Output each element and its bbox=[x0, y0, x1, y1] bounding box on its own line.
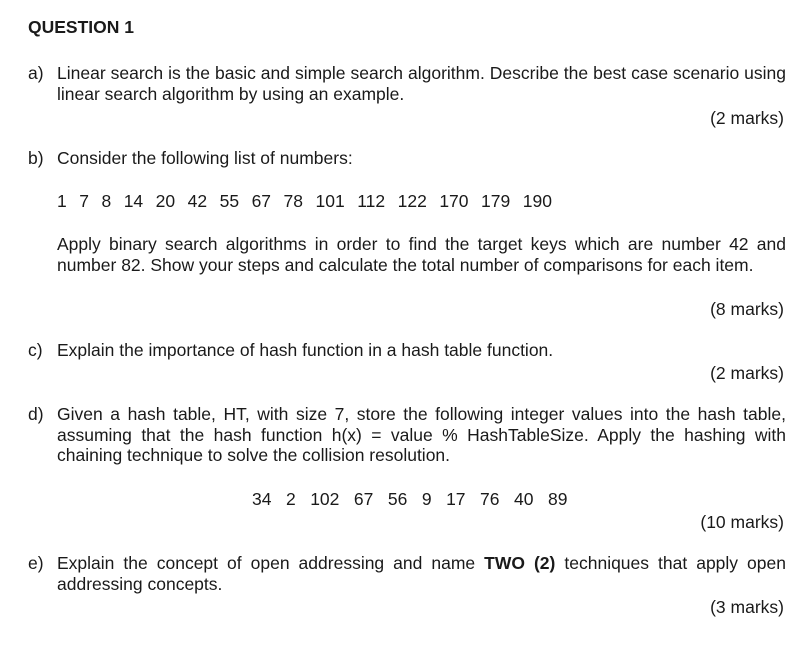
number-item: 170 bbox=[439, 191, 469, 211]
number-list bbox=[57, 191, 564, 212]
question-e-text-bold: TWO (2) bbox=[484, 553, 556, 573]
number-item: 112 bbox=[357, 191, 386, 211]
question-d-marks: (10 marks) bbox=[700, 512, 784, 532]
question-b-text: Apply binary search algorithms in order to find the target keys which are number 42 and number 82. Show your steps and calculate the total number of comparisons for each item. bbox=[57, 234, 786, 275]
question-b-intro: Consider the following list of numbers: bbox=[57, 148, 353, 168]
number-item: 20 bbox=[155, 191, 176, 211]
question-b-task bbox=[28, 234, 786, 275]
question-b bbox=[28, 148, 786, 169]
question-c-text: Explain the importance of hash function in a hash table function. bbox=[57, 340, 554, 360]
question-c-marks: (2 marks) bbox=[710, 363, 784, 383]
question-title: QUESTION 1 bbox=[28, 17, 134, 37]
number-item: 179 bbox=[481, 191, 511, 211]
hash-value-item: 9 bbox=[421, 489, 432, 509]
number-item: 1 bbox=[57, 191, 67, 211]
question-e bbox=[28, 553, 786, 594]
question-e-text-before: Explain the concept of open addressing and name bbox=[57, 553, 485, 573]
number-item: 8 bbox=[101, 191, 112, 211]
question-b-letter: b) bbox=[28, 148, 44, 168]
number-item: 14 bbox=[123, 191, 144, 211]
number-item: 55 bbox=[219, 191, 240, 211]
question-d bbox=[28, 404, 786, 466]
number-item: 7 bbox=[79, 191, 89, 211]
number-item: 122 bbox=[397, 191, 427, 211]
number-item: 42 bbox=[187, 191, 208, 211]
number-item: 101 bbox=[315, 191, 345, 211]
hash-value-list bbox=[252, 489, 582, 510]
hash-value-item: 89 bbox=[547, 489, 568, 509]
hash-value-item: 102 bbox=[310, 489, 340, 509]
question-b-marks: (8 marks) bbox=[710, 299, 784, 319]
question-e-text bbox=[57, 553, 786, 594]
question-a-marks: (2 marks) bbox=[710, 108, 784, 128]
question-c bbox=[28, 340, 786, 361]
question-e-letter: e) bbox=[28, 553, 44, 573]
hash-value-item: 56 bbox=[387, 489, 408, 509]
hash-value-item: 17 bbox=[446, 489, 466, 509]
question-e-text-after: techniques that apply open addressing concepts. bbox=[57, 553, 786, 594]
hash-value-item: 34 bbox=[252, 489, 272, 509]
hash-value-item: 2 bbox=[285, 489, 296, 509]
number-item: 190 bbox=[522, 191, 552, 211]
number-item: 67 bbox=[251, 191, 272, 211]
question-c-letter: c) bbox=[28, 340, 43, 360]
hash-value-item: 40 bbox=[514, 489, 534, 509]
question-e-marks: (3 marks) bbox=[710, 597, 784, 617]
question-a-text: Linear search is the basic and simple search algorithm. Describe the best case scenario using linear search algorithm by using an example. bbox=[57, 63, 786, 104]
hash-value-item: 76 bbox=[480, 489, 500, 509]
question-d-text: Given a hash table, HT, with size 7, store the following integer values into the hash table, assuming that the hash function h(x) = value % HashTableSize. Apply the hashing with chaining technique to solve the collision resolution. bbox=[57, 404, 786, 465]
question-a bbox=[28, 63, 786, 104]
number-item: 78 bbox=[283, 191, 304, 211]
hash-value-item: 67 bbox=[353, 489, 374, 509]
question-d-letter: d) bbox=[28, 404, 44, 424]
question-a-letter: a) bbox=[28, 63, 44, 83]
